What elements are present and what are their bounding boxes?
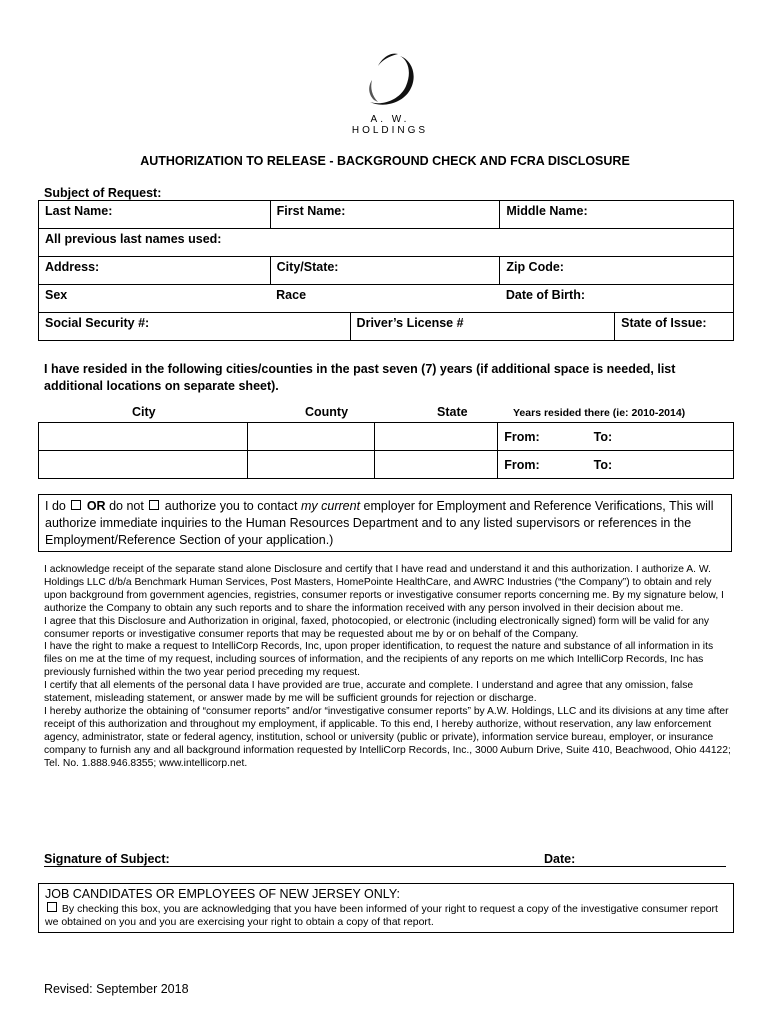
ack-paragraph: I acknowledge receipt of the separate stand alone Disclosure and certify that I have read and understand it and this authorization. I authorize A. W. Holdings LLC d/b/a Benchmark Human Services, Post Masters, HomePointe HealthCare, and AWRC Industries (“the Company”) to obtain and rely upon background from government agencies, registries, consumer reports or investigative consumer reports concerning me. By my signature below, I authorize the Company to obtain any such reports and to share the information received with any person involved in their decision about me. <box>44 564 724 614</box>
middle-name-field[interactable]: Middle Name: <box>500 201 734 229</box>
authorize-checkbox[interactable] <box>71 500 81 510</box>
new-jersey-text: By checking this box, you are acknowledging that you have been informed of your right to request a copy of the investigative consumer report we obtained on you and you are exercising your right to obtain a copy of that report. <box>45 903 718 928</box>
do-not-authorize-checkbox[interactable] <box>149 500 159 510</box>
from-cell[interactable]: From: <box>498 423 588 451</box>
subject-label: Subject of Request: <box>44 186 162 200</box>
signature-label: Signature of Subject: <box>44 852 170 866</box>
date-label: Date: <box>544 852 576 866</box>
new-jersey-heading: JOB CANDIDATES OR EMPLOYEES OF NEW JERSEY ONLY: <box>45 887 400 901</box>
ack-paragraph: I agree that this Disclosure and Authorization in original, faxed, photocopied, or electronic (including electronically signed) form will be valid for any consumer reports or investigative consumer reports that may be requested about me by or on behalf of the Company. <box>44 615 710 640</box>
city-cell[interactable] <box>39 423 248 451</box>
city-state-field[interactable]: City/State: <box>270 257 500 285</box>
signature-line[interactable] <box>44 852 726 867</box>
from-cell[interactable]: From: <box>498 451 588 479</box>
last-name-field[interactable]: Last Name: <box>39 201 271 229</box>
ack-paragraph: I have the right to make a request to IntelliCorp Records, Inc, upon proper identification, to request the nature and substance of all information in its files on me at the time of my request, including sources of information, and the recipients of any reports on me which IntelliCorp Records, Inc has previously furnished within the two year period preceding my request. <box>44 641 714 679</box>
residence-statement: I have resided in the following cities/counties in the past seven (7) years (if additional space is needed, list additional locations on separate sheet). <box>44 362 676 393</box>
county-column-header: County <box>305 405 349 419</box>
years-column-header: Years resided there (ie: 2010-2014) <box>513 407 686 419</box>
ack-paragraph: I certify that all elements of the personal data I have provided are true, accurate and complete. I understand and agree that any omission, false statement, misleading statement, or answer made by me will be sufficient grounds for rejection or discharge. <box>44 680 694 705</box>
zip-code-field[interactable]: Zip Code: <box>500 257 734 285</box>
county-cell[interactable] <box>247 423 375 451</box>
personal-info-table <box>38 200 734 341</box>
to-cell[interactable]: To: <box>588 451 734 479</box>
state-cell[interactable] <box>375 451 498 479</box>
residence-row <box>39 451 734 479</box>
swirl-logo-icon <box>360 50 420 112</box>
company-logo <box>330 50 450 136</box>
ack-paragraph: I hereby authorize the obtaining of “consumer reports” and/or “investigative consumer reports” by A.W. Holdings, LLC and its divisions at any time after receipt of this authorization and throughout my employment, if applicable. To this end, I hereby authorize, without reservation, any law enforcement agency, administrator, state or federal agency, institution, school or university (public or private), information service bureau, employer, or insurance company to furnish any and all background information requested by IntelliCorp Records, Inc., 3000 Auburn Drive, Suite 410, Beachwood, Ohio 44122; Tel. No. 1.888.946.8355; www.intellicorp.net. <box>44 705 731 769</box>
residence-table <box>38 422 734 479</box>
city-cell[interactable] <box>39 451 248 479</box>
logo-brand-text: A. W. HOLDINGS <box>351 114 429 136</box>
state-of-issue-field[interactable]: State of Issue: <box>615 313 734 341</box>
revision-date: Revised: September 2018 <box>44 982 189 996</box>
sex-field[interactable]: Sex <box>39 285 271 313</box>
date-of-birth-field[interactable]: Date of Birth: <box>500 285 734 313</box>
county-cell[interactable] <box>247 451 375 479</box>
address-field[interactable]: Address: <box>39 257 271 285</box>
new-jersey-checkbox[interactable] <box>47 902 57 912</box>
race-field[interactable]: Race <box>270 285 500 313</box>
state-cell[interactable] <box>375 423 498 451</box>
state-column-header: State <box>437 405 468 419</box>
first-name-field[interactable]: First Name: <box>270 201 500 229</box>
employer-authorization: I do OR do not authorize you to contact my current employer for Employment and Reference Verifications, This will authorize immediate inquiries to the Human Resources Department and to any listed supervisors or references in the Employment/Reference Section of your application.) <box>38 494 732 552</box>
acknowledgment-text <box>44 564 734 771</box>
residence-row <box>39 423 734 451</box>
drivers-license-field[interactable]: Driver’s License # <box>350 313 615 341</box>
ssn-field[interactable]: Social Security #: <box>39 313 351 341</box>
city-column-header: City <box>132 405 156 419</box>
form-title: AUTHORIZATION TO RELEASE - BACKGROUND CHECK AND FCRA DISCLOSURE <box>140 154 630 168</box>
previous-names-field[interactable]: All previous last names used: <box>39 229 734 257</box>
new-jersey-section <box>38 883 734 933</box>
to-cell[interactable]: To: <box>588 423 734 451</box>
